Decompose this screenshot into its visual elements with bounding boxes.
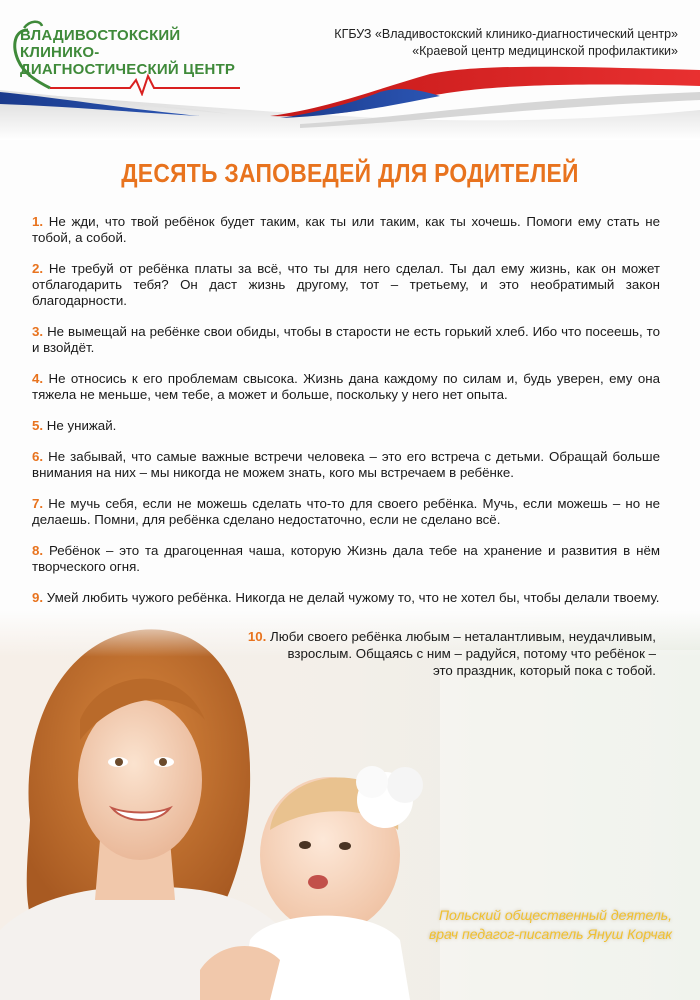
item-number: 3.	[32, 324, 44, 339]
commandment-item	[32, 496, 660, 528]
item10-line-2: взрослым. Общаясь с ним – радуйся, потому что ребёнок –	[287, 646, 656, 661]
commandment-item	[32, 214, 660, 246]
attribution-line-1: Польский общественный деятель,	[438, 907, 672, 923]
item-text: Не жди, что твой ребёнок будет таким, как ты или таким, как ты хочешь. Помоги ему стать не тобой, а собой.	[32, 214, 660, 245]
item-text: Умей любить чужого ребёнка. Никогда не делай чужому то, что не хотел бы, чтобы делали твоему.	[46, 590, 660, 605]
item-text: Люби своего ребёнка любым – неталантливым, неудачливым,	[270, 629, 656, 644]
item-number: 2.	[32, 261, 44, 276]
commandment-item	[32, 324, 660, 356]
item-number: 1.	[32, 214, 44, 229]
logo-text: ВЛАДИВОСТОКСКИЙ КЛИНИКО-ДИАГНОСТИЧЕСКИЙ ЦЕНТР	[20, 27, 236, 78]
header	[0, 0, 700, 140]
author-attribution	[429, 906, 672, 944]
item10-line-3: это праздник, который пока с тобой.	[433, 663, 656, 678]
commandment-item	[32, 543, 660, 575]
page-title: ДЕСЯТЬ ЗАПОВЕДЕЙ ДЛЯ РОДИТЕЛЕЙ	[121, 158, 579, 188]
attribution-line-2: врач педагог-писатель Януш Корчак	[428, 926, 672, 942]
commandments-list	[32, 214, 660, 621]
item-number: 4.	[32, 371, 44, 386]
item-text: Не вымещай на ребёнке свои обиды, чтобы в старости не есть горький хлеб. Ибо что посеешь, то и взойдёт.	[32, 324, 660, 355]
item-text: Не мучь себя, если не можешь сделать что-то для своего ребёнка. Мучь, если можешь – но не делаешь. Помни, для ребёнка сделано недостаточно, если не сделано всё.	[32, 496, 660, 527]
commandment-item-10	[196, 628, 656, 679]
commandment-item	[32, 590, 660, 606]
item-number: 7.	[32, 496, 44, 511]
item-number: 9.	[32, 590, 44, 605]
item-text: Не требуй от ребёнка платы за всё, что ты для него сделал. Ты дал ему жизнь, как он может отблагодарить тебя? Он даст жизнь другому, тот – третьему, и это необратимый закон благодарности.	[32, 261, 660, 308]
item-text: Не относись к его проблемам свысока. Жизнь дана каждому по силам и, будь уверен, ему она тяжела не меньше, чем тебе, а может и больше, поскольку у него нет опыта.	[32, 371, 660, 402]
item-number: 10.	[247, 629, 267, 644]
commandment-item	[32, 371, 660, 403]
item-number: 6.	[32, 449, 44, 464]
item-text: Ребёнок – это та драгоценная чаша, которую Жизнь дала тебе на хранение и развития в нём творческого огня.	[32, 543, 660, 574]
org-line-1: КГБУЗ «Владивостокский клинико-диагностический центр»	[334, 27, 678, 41]
item-text: Не унижай.	[46, 418, 117, 433]
item-number: 5.	[32, 418, 44, 433]
item-text: Не забывай, что самые важные встречи человека – это его встреча с детьми. Обращай больше внимания на них – мы никогда не можем знать, кого мы встречаем в ребёнке.	[32, 449, 660, 480]
item10-line-1	[196, 628, 656, 645]
item-number: 8.	[32, 543, 44, 558]
commandment-item	[32, 418, 660, 434]
org-line-2: «Краевой центр медицинской профилактики»	[412, 44, 678, 58]
commandment-item	[32, 261, 660, 309]
commandment-item	[32, 449, 660, 481]
organization-name	[334, 26, 678, 60]
